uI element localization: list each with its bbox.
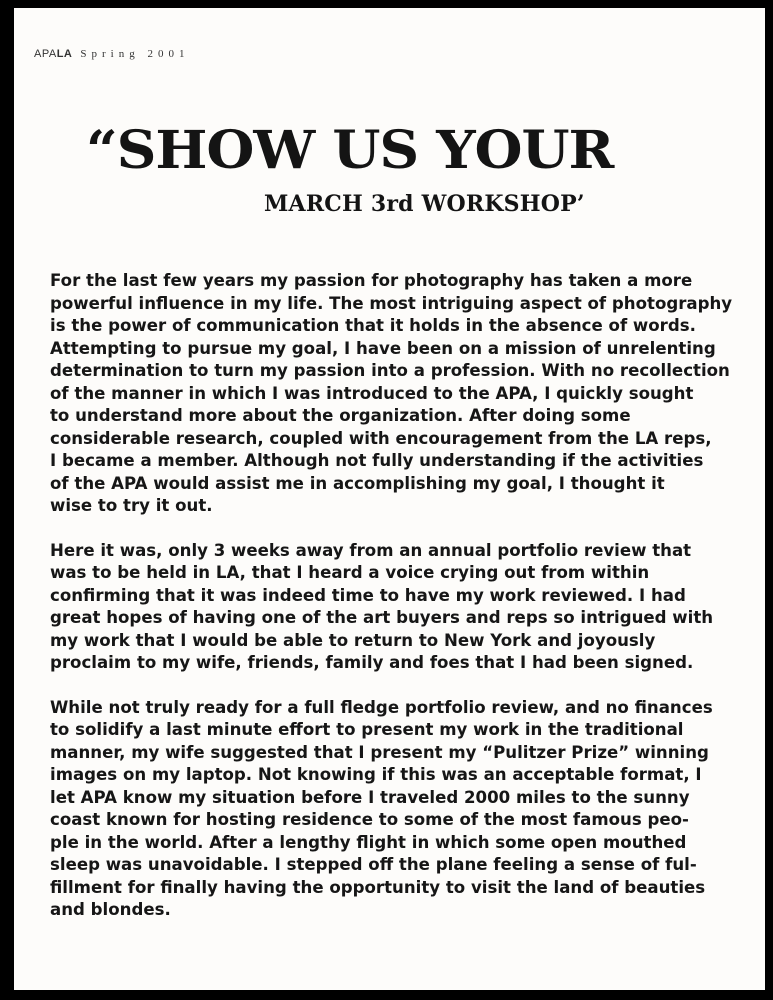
text-line: to solidify a last minute effort to present my work in the traditional — [50, 720, 684, 739]
text-line: While not truly ready for a full fledge portfolio review, and no finances — [50, 697, 713, 717]
text-line: powerful influence in my life. The most intriguing aspect of photography — [50, 293, 733, 313]
running-header — [34, 48, 189, 60]
issue-date: Spring 2001 — [80, 48, 190, 60]
paragraph-2 — [50, 540, 750, 675]
text-line: I became a member. Although not fully understanding if the activities — [50, 451, 704, 470]
text-line: great hopes of having one of the art buyers and reps so intrigued with — [50, 608, 714, 627]
text-line: my work that I would be able to return to New York and joyously — [50, 630, 656, 650]
text-line: proclaim to my wife, friends, family and foes that I had been signed. — [50, 653, 694, 672]
text-line: of the manner in which I was introduced to the APA, I quickly sought — [50, 383, 694, 403]
text-line: For the last few years my passion for photography has taken a more — [50, 271, 693, 290]
text-line: Here it was, only 3 weeks away from an annual portfolio review that — [50, 540, 692, 560]
text-line: considerable research, coupled with encouragement from the LA reps, — [50, 428, 712, 448]
paragraph-3 — [50, 697, 750, 922]
text-line: let APA know my situation before I traveled 2000 miles to the sunny — [50, 787, 690, 807]
text-line: coast known for hosting residence to some of the most famous peo- — [50, 810, 689, 829]
article-subheadline: MARCH 3rd WORKSHOP’ — [264, 191, 585, 217]
article-body — [50, 270, 750, 944]
text-line: confirming that it was indeed time to have my work reviewed. I had — [50, 585, 686, 605]
text-line: fillment for finally having the opportunity to visit the land of beauties — [50, 877, 706, 897]
text-line: ple in the world. After a lengthy flight in which some open mouthed — [50, 832, 687, 852]
text-line: determination to turn my passion into a profession. With no recollection — [50, 361, 730, 380]
text-line: is the power of communication that it holds in the absence of words. — [50, 316, 696, 335]
text-line: of the APA would assist me in accomplishing my goal, I thought it — [50, 473, 665, 493]
text-line: images on my laptop. Not knowing if this was an acceptable format, I — [50, 765, 702, 784]
text-line: Attempting to pursue my goal, I have been on a mission of unrelenting — [50, 338, 716, 358]
text-line: to understand more about the organization. After doing some — [50, 406, 631, 425]
text-line: sleep was unavoidable. I stepped off the plane feeling a sense of ful- — [50, 855, 697, 874]
article-headline: “SHOW US YOUR — [86, 120, 614, 181]
text-line: wise to try it out. — [50, 496, 213, 515]
publication-name: APALA — [34, 48, 73, 60]
magazine-page — [14, 8, 765, 990]
text-line: was to be held in LA, that I heard a voice crying out from within — [50, 563, 650, 582]
paragraph-1 — [50, 270, 750, 518]
text-line: and blondes. — [50, 900, 171, 919]
text-line: manner, my wife suggested that I present my “Pulitzer Prize” winning — [50, 742, 709, 762]
